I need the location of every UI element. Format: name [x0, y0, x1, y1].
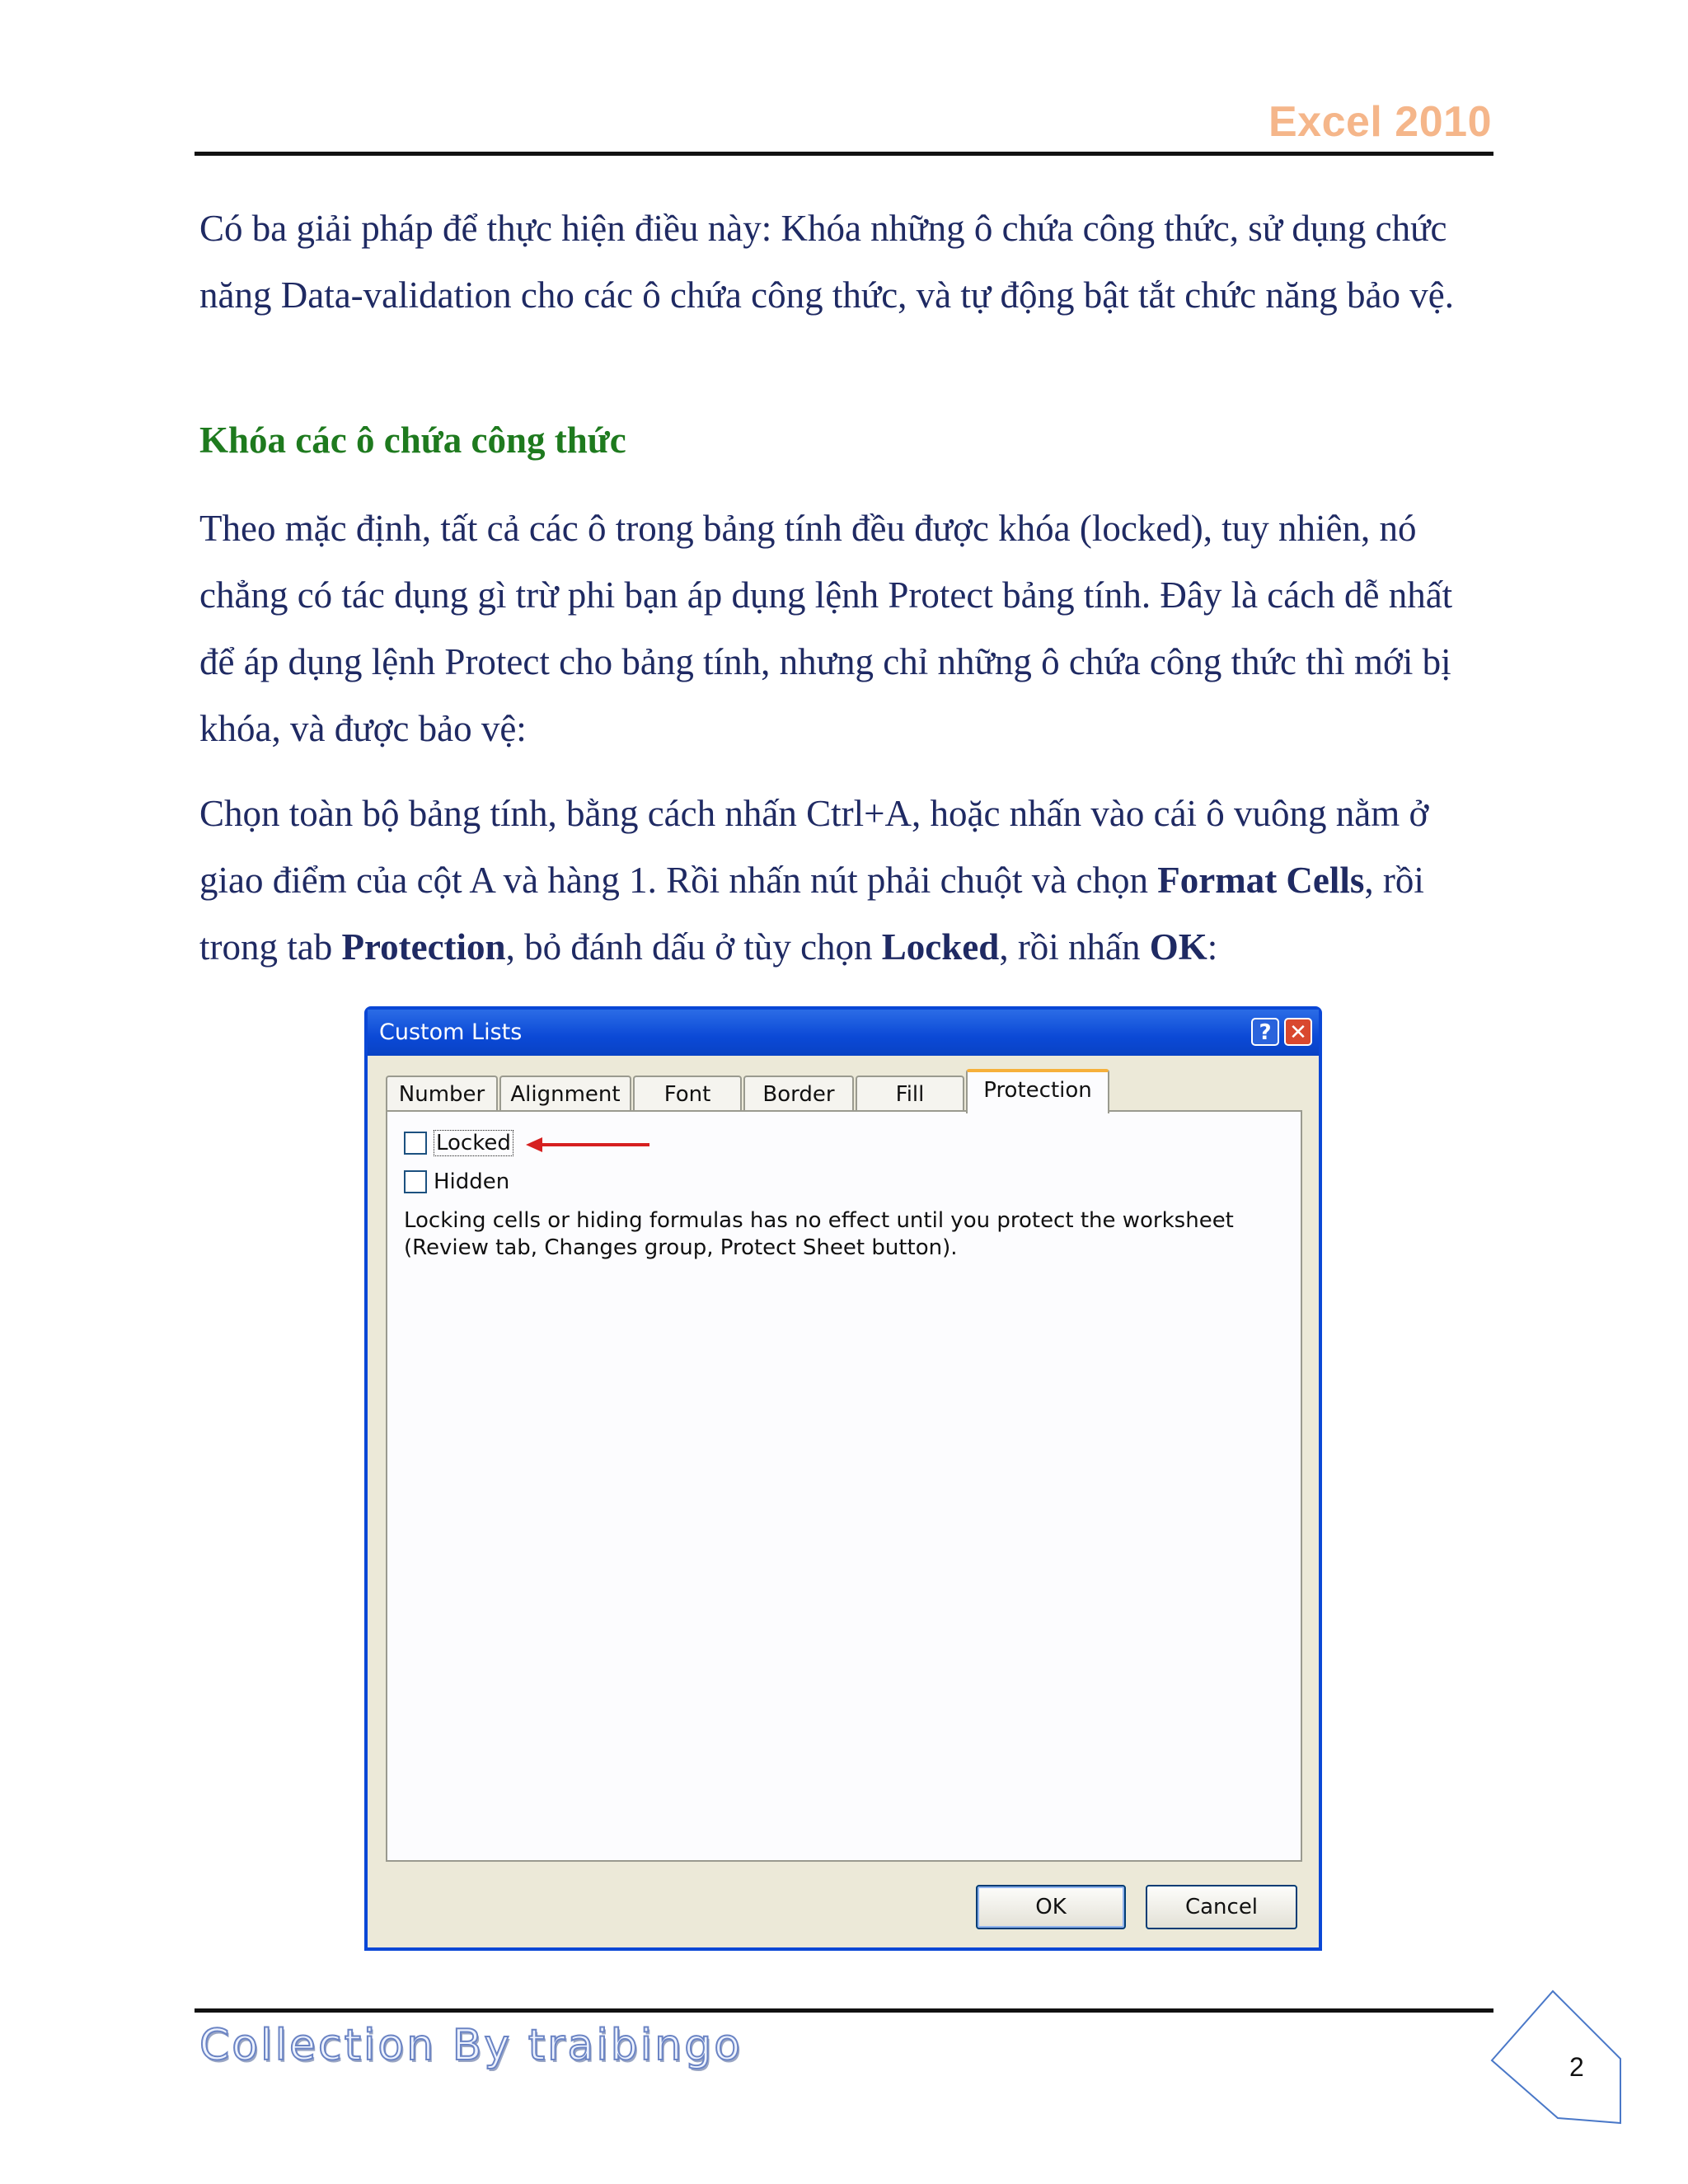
instr-text-5: : — [1207, 926, 1218, 968]
hidden-label[interactable]: Hidden — [434, 1169, 510, 1194]
tab-alignment[interactable]: Alignment — [499, 1076, 631, 1112]
instr-format-cells: Format Cells — [1157, 860, 1365, 901]
locked-label[interactable]: Locked — [434, 1130, 513, 1156]
page-number: 2 — [1569, 2052, 1584, 2082]
paragraph-default-locked: Theo mặc định, tất cả các ô trong bảng tính đều được khóa (locked), tuy nhiên, nó chẳng có tác dụng gì trừ phi bạn áp dụng lệnh Protect bảng tính. Đây là cách dễ nhất để áp dụng lệnh Protect cho bảng tính, nhưng chỉ những ô chứa công thức thì mới bị khóa, và được bảo vệ: — [199, 508, 1453, 749]
paragraph-intro: Có ba giải pháp để thực hiện điều này: Khóa những ô chứa công thức, sử dụng chức năng Data-validation cho các ô chứa công thức, và tự động bật tắt chức năng bảo vệ. — [199, 208, 1455, 316]
instr-locked: Locked — [881, 926, 1000, 968]
tab-font[interactable]: Font — [633, 1076, 742, 1112]
red-arrow-icon — [526, 1135, 658, 1155]
footer-rule — [195, 2008, 1493, 2013]
tab-protection[interactable]: Protection — [966, 1069, 1109, 1113]
instr-ok: OK — [1149, 926, 1207, 968]
locked-checkbox[interactable] — [404, 1132, 427, 1155]
header-title: Excel 2010 — [1268, 98, 1492, 146]
instr-text-4: , rồi nhấn — [999, 926, 1150, 968]
footer-credit: Collection By traibingo — [199, 2021, 743, 2070]
instr-text-2: , rồi trong tab — [199, 860, 1424, 968]
section-heading: Khóa các ô chứa công thức — [199, 419, 626, 461]
help-button[interactable]: ? — [1251, 1018, 1279, 1046]
protection-description: Locking cells or hiding formulas has no effect until you protect the worksheet (Review tab, Changes group, Protect Sheet button). — [404, 1208, 1234, 1260]
locked-option[interactable] — [404, 1130, 513, 1156]
hidden-option[interactable] — [404, 1169, 509, 1194]
instr-text-1: Chọn toàn bộ bảng tính, bằng cách nhấn Ctrl+A, hoặc nhấn vào cái ô vuông nằm ở giao điểm của cột A và hàng 1. Rồi nhấn nút phải chuột và chọn — [199, 793, 1429, 901]
ok-button[interactable]: OK — [976, 1885, 1126, 1929]
header-rule — [195, 152, 1493, 156]
tab-fill[interactable]: Fill — [856, 1076, 964, 1112]
instr-text-3: , bỏ đánh dấu ở tùy chọn — [505, 926, 882, 968]
tab-border[interactable]: Border — [743, 1076, 854, 1112]
custom-lists-dialog — [364, 1006, 1322, 1951]
instr-protection: Protection — [341, 926, 506, 968]
dialog-titlebar[interactable] — [368, 1010, 1319, 1056]
cancel-button[interactable]: Cancel — [1146, 1885, 1297, 1929]
protection-panel — [386, 1110, 1302, 1862]
page-number-badge-icon — [1489, 1986, 1629, 2126]
dialog-title: Custom Lists — [379, 1019, 523, 1045]
close-button[interactable]: ✕ — [1284, 1018, 1312, 1046]
hidden-checkbox[interactable] — [404, 1170, 427, 1193]
paragraph-instructions — [199, 780, 1493, 981]
tab-number[interactable]: Number — [386, 1076, 498, 1112]
